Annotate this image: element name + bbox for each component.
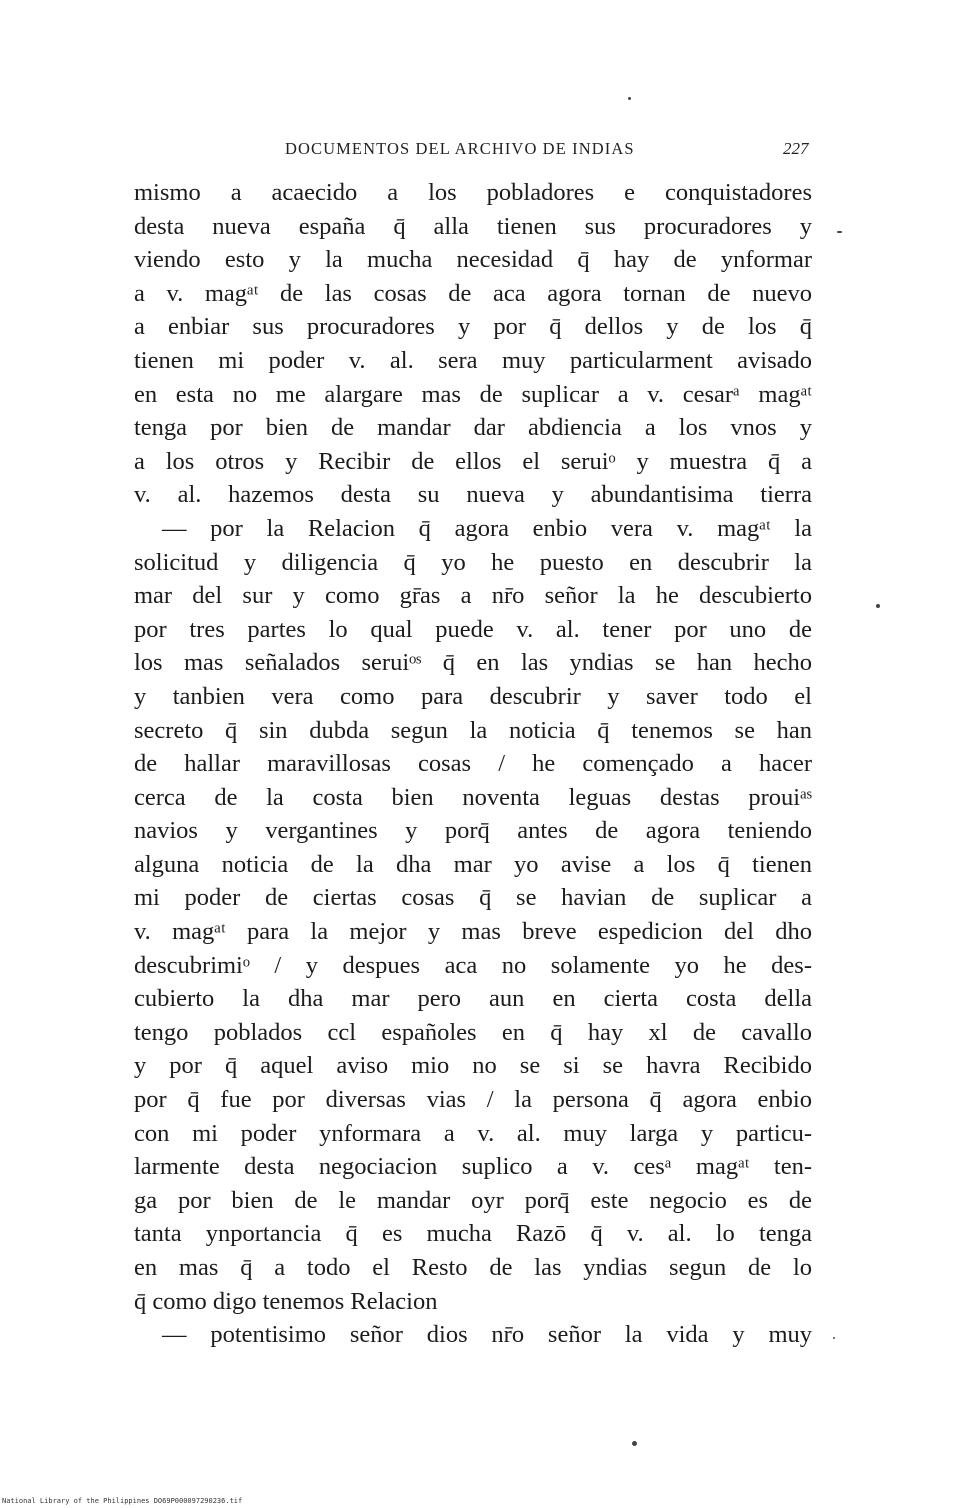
- text-line: v. magᵃᵗ para la mejor y mas breve espedicion del dho: [134, 918, 812, 946]
- text-line: q̄ como digo tenemos Relacion: [134, 1287, 438, 1315]
- page-number: 227: [783, 139, 809, 158]
- text-line: — por la Relacion q̄ agora enbio vera v. magᵃᵗ la: [162, 514, 812, 542]
- text-line: en esta no me alargare mas de suplicar a v. cesarᵃ magᵃᵗ: [134, 380, 812, 408]
- text-line: tienen mi poder v. al. sera muy particularment avisado: [134, 346, 812, 374]
- text-line: los mas señalados seruiᵒˢ q̄ en las yndias se han hecho: [134, 649, 812, 677]
- scan-speck: [837, 231, 842, 233]
- scan-speck: [833, 1337, 835, 1339]
- text-line: a enbiar sus procuradores y por q̄ dellos y de los q̄: [134, 313, 812, 341]
- text-line: larmente desta negociacion suplico a v. cesᵃ magᵃᵗ ten-: [134, 1153, 812, 1181]
- text-line: viendo esto y la mucha necesidad q̄ hay de ynformar: [134, 246, 812, 274]
- text-line: cubierto la dha mar pero aun en cierta costa della: [134, 985, 812, 1013]
- text-line: a v. magᵃᵗ de las cosas de aca agora tornan de nuevo: [134, 279, 812, 307]
- text-line: mi poder de ciertas cosas q̄ se havian de suplicar a: [134, 884, 812, 912]
- text-line: solicitud y diligencia q̄ yo he puesto en descubrir la: [134, 548, 812, 576]
- text-line: tengo poblados ccl españoles en q̄ hay xl de cavallo: [134, 1018, 812, 1046]
- text-line: ga por bien de le mandar oyr porq̄ este negocio es de: [134, 1186, 812, 1214]
- text-line: por q̄ fue por diversas vias / la persona q̄ agora enbio: [134, 1086, 812, 1114]
- body-text: [134, 176, 812, 1352]
- text-line: cerca de la costa bien noventa leguas destas prouiᵃˢ: [134, 783, 812, 811]
- scan-credit: National Library of the Philippines DO69P000097290236.tif: [2, 1497, 243, 1505]
- text-line: navios y vergantines y porq̄ antes de agora teniendo: [134, 817, 812, 845]
- text-line: por tres partes lo qual puede v. al. tener por uno de: [134, 615, 812, 643]
- running-title: DOCUMENTOS DEL ARCHIVO DE INDIAS: [285, 139, 635, 158]
- text-line: y por q̄ aquel aviso mio no se si se havra Recibido: [134, 1052, 812, 1080]
- scan-speck: [632, 1441, 637, 1446]
- text-line: de hallar maravillosas cosas / he començado a hacer: [134, 750, 812, 778]
- text-line: descubrimiᵒ / y despues aca no solamente yo he des-: [134, 951, 812, 979]
- text-line: v. al. hazemos desta su nueva y abundantisima tierra: [134, 481, 812, 509]
- text-line: en mas q̄ a todo el Resto de las yndias segun de lo: [134, 1254, 812, 1281]
- text-line: mismo a acaecido a los pobladores e conquistadores: [134, 179, 812, 206]
- text-line: con mi poder ynformara a v. al. muy larga y particu-: [134, 1119, 812, 1147]
- text-line: alguna noticia de la dha mar yo avise a los q̄ tienen: [134, 850, 812, 878]
- text-line: mar del sur y como gr̄as a nr̄o señor la he descubierto: [134, 582, 812, 610]
- text-line: secreto q̄ sin dubda segun la noticia q̄ tenemos se han: [134, 716, 812, 744]
- text-line: a los otros y Recibir de ellos el seruiᵒ y muestra q̄ a: [134, 447, 812, 475]
- text-line: desta nueva españa q̄ alla tienen sus procuradores y: [134, 212, 812, 240]
- text-line: tenga por bien de mandar dar abdiencia a los vnos y: [134, 414, 812, 442]
- text-line: y tanbien vera como para descubrir y saver todo el: [134, 682, 812, 710]
- text-line: — potentisimo señor dios nr̄o señor la vida y muy: [162, 1321, 812, 1349]
- scan-speck: [628, 97, 631, 100]
- scan-speck: [876, 604, 880, 608]
- text-line: tanta ynportancia q̄ es mucha Razō q̄ v. al. lo tenga: [134, 1220, 812, 1248]
